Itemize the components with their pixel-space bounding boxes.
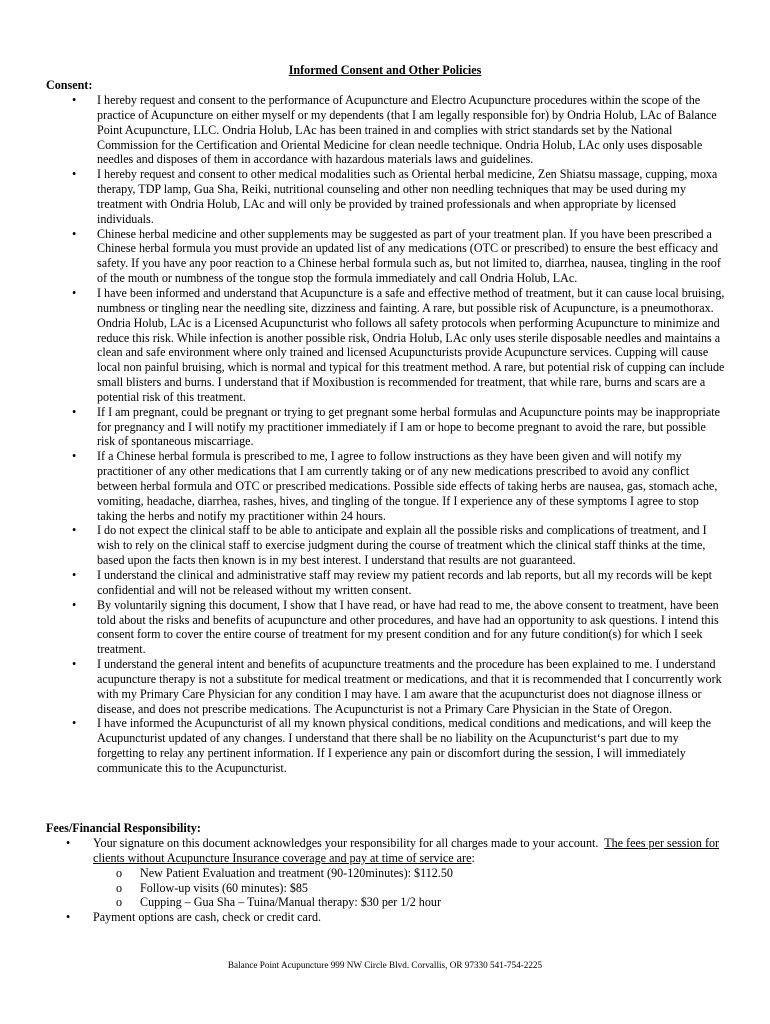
consent-item-text: I have informed the Acupuncturist of all my known physical conditions, medical conditions and medications, and will keep the Acupuncturist updated of any changes. I understand that there shall be no liability on the Acupuncturist‘s part due to my forgetting to relay any pertinent information. If I experience any pain or discomfort during the session, I will immediately communicate this to the Acupuncturist.	[97, 716, 711, 775]
consent-item-text: Chinese herbal medicine and other supplements may be suggested as part of your treatment plan. If you have been prescribed a Chinese herbal formula you must provide an updated list of any medications (OTC or prescribed) to ensure the best efficacy and safety. If you have any poor reaction to a Chinese herbal formula such as, but not limited to, diarrhea, nausea, tingling in the roof of the mouth or numbness of the tongue stop the formula immediately and call Ondria Holub, LAc.	[97, 226, 721, 286]
fees-list	[66, 836, 723, 925]
signature-text: Your signature on this document acknowledges your responsibility for all charges made to your account.	[93, 836, 599, 850]
fee-item	[93, 866, 723, 881]
bullet-icon: •	[72, 449, 77, 464]
sub-bullet-icon: o	[116, 865, 123, 880]
bullet-icon: •	[72, 285, 77, 300]
consent-item-text: I hereby request and consent to the performance of Acupuncture and Electro Acupuncture procedures within the scope of the practice of Acupuncture on either myself or my dependents (that I am legally responsible for) by Ondria Holub, LAc of Balance Point Acupuncture, LLC. Ondria Holub, LAc has been trained in and complies with strict standards set by the National Commission for the Certification and Oriental Medicine for clean needle technique. Ondria Holub, LAc only uses disposable needles and disposes of them in accordance with hazardous materials laws and guidelines.	[97, 93, 717, 167]
fees-item	[66, 910, 723, 925]
sub-bullet-icon: o	[116, 880, 123, 895]
fees-per-session-text: The fees per session for clients without Acupuncture Insurance coverage and pay at time of service are	[93, 836, 720, 865]
consent-list	[72, 93, 727, 776]
bullet-icon: •	[72, 597, 77, 612]
consent-heading: Consent:	[46, 78, 93, 92]
consent-item	[72, 716, 727, 775]
consent-item	[72, 404, 727, 450]
bullet-icon: •	[72, 167, 77, 182]
fee-item	[93, 881, 723, 896]
consent-item-text: I understand the clinical and administrative staff may review my patient records and lab reports, but all my records will be kept confidential and will not be released without my written consent.	[97, 568, 713, 597]
consent-item	[72, 568, 727, 598]
fees-heading: Fees/Financial Responsibility:	[46, 821, 201, 835]
bullet-icon: •	[72, 523, 77, 538]
consent-item	[72, 657, 727, 716]
bullet-icon: •	[72, 404, 77, 419]
bullet-icon: •	[72, 226, 77, 241]
consent-item-text: If a Chinese herbal formula is prescribed to me, I agree to follow instructions as they have been given and will notify my practitioner of any other medications that I am currently taking or of any new medications prescribed to avoid any conflict between herbal formula and OTC or prescribed medications. Possible side effects of taking herbs are nausea, gas, stomach ache, vomiting, headache, diarrhea, rashes, hives, and tingling of the tongue. If I experience any of these symptoms I agree to stop taking the herbs and notify my practitioner within 24 hours.	[97, 449, 718, 523]
bullet-icon: •	[66, 836, 71, 850]
consent-item	[72, 523, 727, 568]
consent-item	[72, 285, 727, 405]
colon-text: :	[471, 850, 475, 865]
consent-item-text: I hereby request and consent to other medical modalities such as Oriental herbal medicine, Zen Shiatsu massage, cupping, moxa therapy, TDP lamp, Gua Sha, Reiki, nutritional counseling and other non needling techniques that may be used during my treatment with Ondria Holub, LAc and will only be provided by trained professionals and when appropriate by licensed individuals.	[97, 167, 718, 226]
consent-item-text: By voluntarily signing this document, I show that I have read, or have had read to me, the above consent to treatment, have been told about the risks and benefits of acupuncture and other procedures, and have had an opportunity to ask questions. I intend this consent form to cover the entire course of treatment for my present condition and for any future condition(s) for which I seek treatment.	[97, 597, 719, 657]
sub-bullet-icon: o	[116, 895, 123, 910]
consent-item	[72, 449, 727, 523]
consent-item-text: If I am pregnant, could be pregnant or trying to get pregnant some herbal formulas and Acupuncture points may be inappropriate for pregnancy and I will notify my practitioner immediately if I am or hope to become pregnant to avoid the rare, but possible risk of spontaneous miscarriage.	[97, 404, 720, 449]
bullet-icon: •	[72, 716, 77, 731]
fee-item-text: Follow-up visits (60 minutes): $85	[140, 880, 308, 895]
page-title: Informed Consent and Other Policies	[288, 63, 482, 77]
bullet-icon: •	[72, 568, 77, 582]
payment-text: Payment options are cash, check or credit card.	[93, 910, 322, 925]
fees-item	[66, 836, 723, 910]
consent-item-text: I have been informed and understand that Acupuncture is a safe and effective method of treatment, but it can cause local bruising, numbness or tingling near the needling site, dizziness and fainting. A rare, but possible risk of Acupuncture, is a pneumothorax. Ondria Holub, LAc is a Licensed Acupuncturist who follows all safety protocols when performing Acupuncture to minimize and reduce this risk. While infection is another possible risk, Ondria Holub, LAc only uses sterile disposable needles and maintains a clean and safe environment where only trained and licensed Acupuncturists provide Acupuncture services. Cupping will cause local non painful bruising, which is normal and typical for this treatment method. A rare, but potential risk of cupping can include small blisters and burns. I understand that if Moxibustion is recommended for treatment, that while rare, burns and scars are a potential risk of this treatment.	[97, 285, 725, 404]
consent-item	[72, 226, 727, 286]
consent-item	[72, 93, 727, 167]
bullet-icon: •	[66, 910, 71, 925]
consent-item-text: I do not expect the clinical staff to be able to anticipate and explain all the possible risks and complications of treatment, and I wish to rely on the clinical staff to exercise judgment during the course of treatment which the clinical staff thinks at the time, based upon the facts then known is in my best interest. I understand that results are not guaranteed.	[97, 523, 707, 568]
footer-address: Balance Point Acupuncture 999 NW Circle Blvd. Corvallis, OR 97330 541-754-2225	[227, 960, 543, 970]
fee-item	[93, 895, 723, 910]
consent-item	[72, 167, 727, 226]
bullet-icon: •	[72, 93, 77, 107]
fee-schedule-list	[93, 866, 723, 911]
fee-item-text: Cupping – Gua Sha – Tuina/Manual therapy: $30 per 1/2 hour	[140, 895, 441, 910]
consent-item-text: I understand the general intent and benefits of acupuncture treatments and the procedure has been explained to me. I understand acupuncture therapy is not a substitute for medical treatment or medications, and that it is recommended that I concurrently work with my Primary Care Physician for any condition I may have. I am aware that the acupuncturist does not diagnose illness or disease, and does not prescribe medications. The Acupuncturist is not a Primary Care Physician in the State of Oregon.	[97, 657, 722, 716]
consent-item	[72, 597, 727, 657]
fee-item-text: New Patient Evaluation and treatment (90-120minutes): $112.50	[140, 865, 453, 880]
bullet-icon: •	[72, 657, 77, 672]
